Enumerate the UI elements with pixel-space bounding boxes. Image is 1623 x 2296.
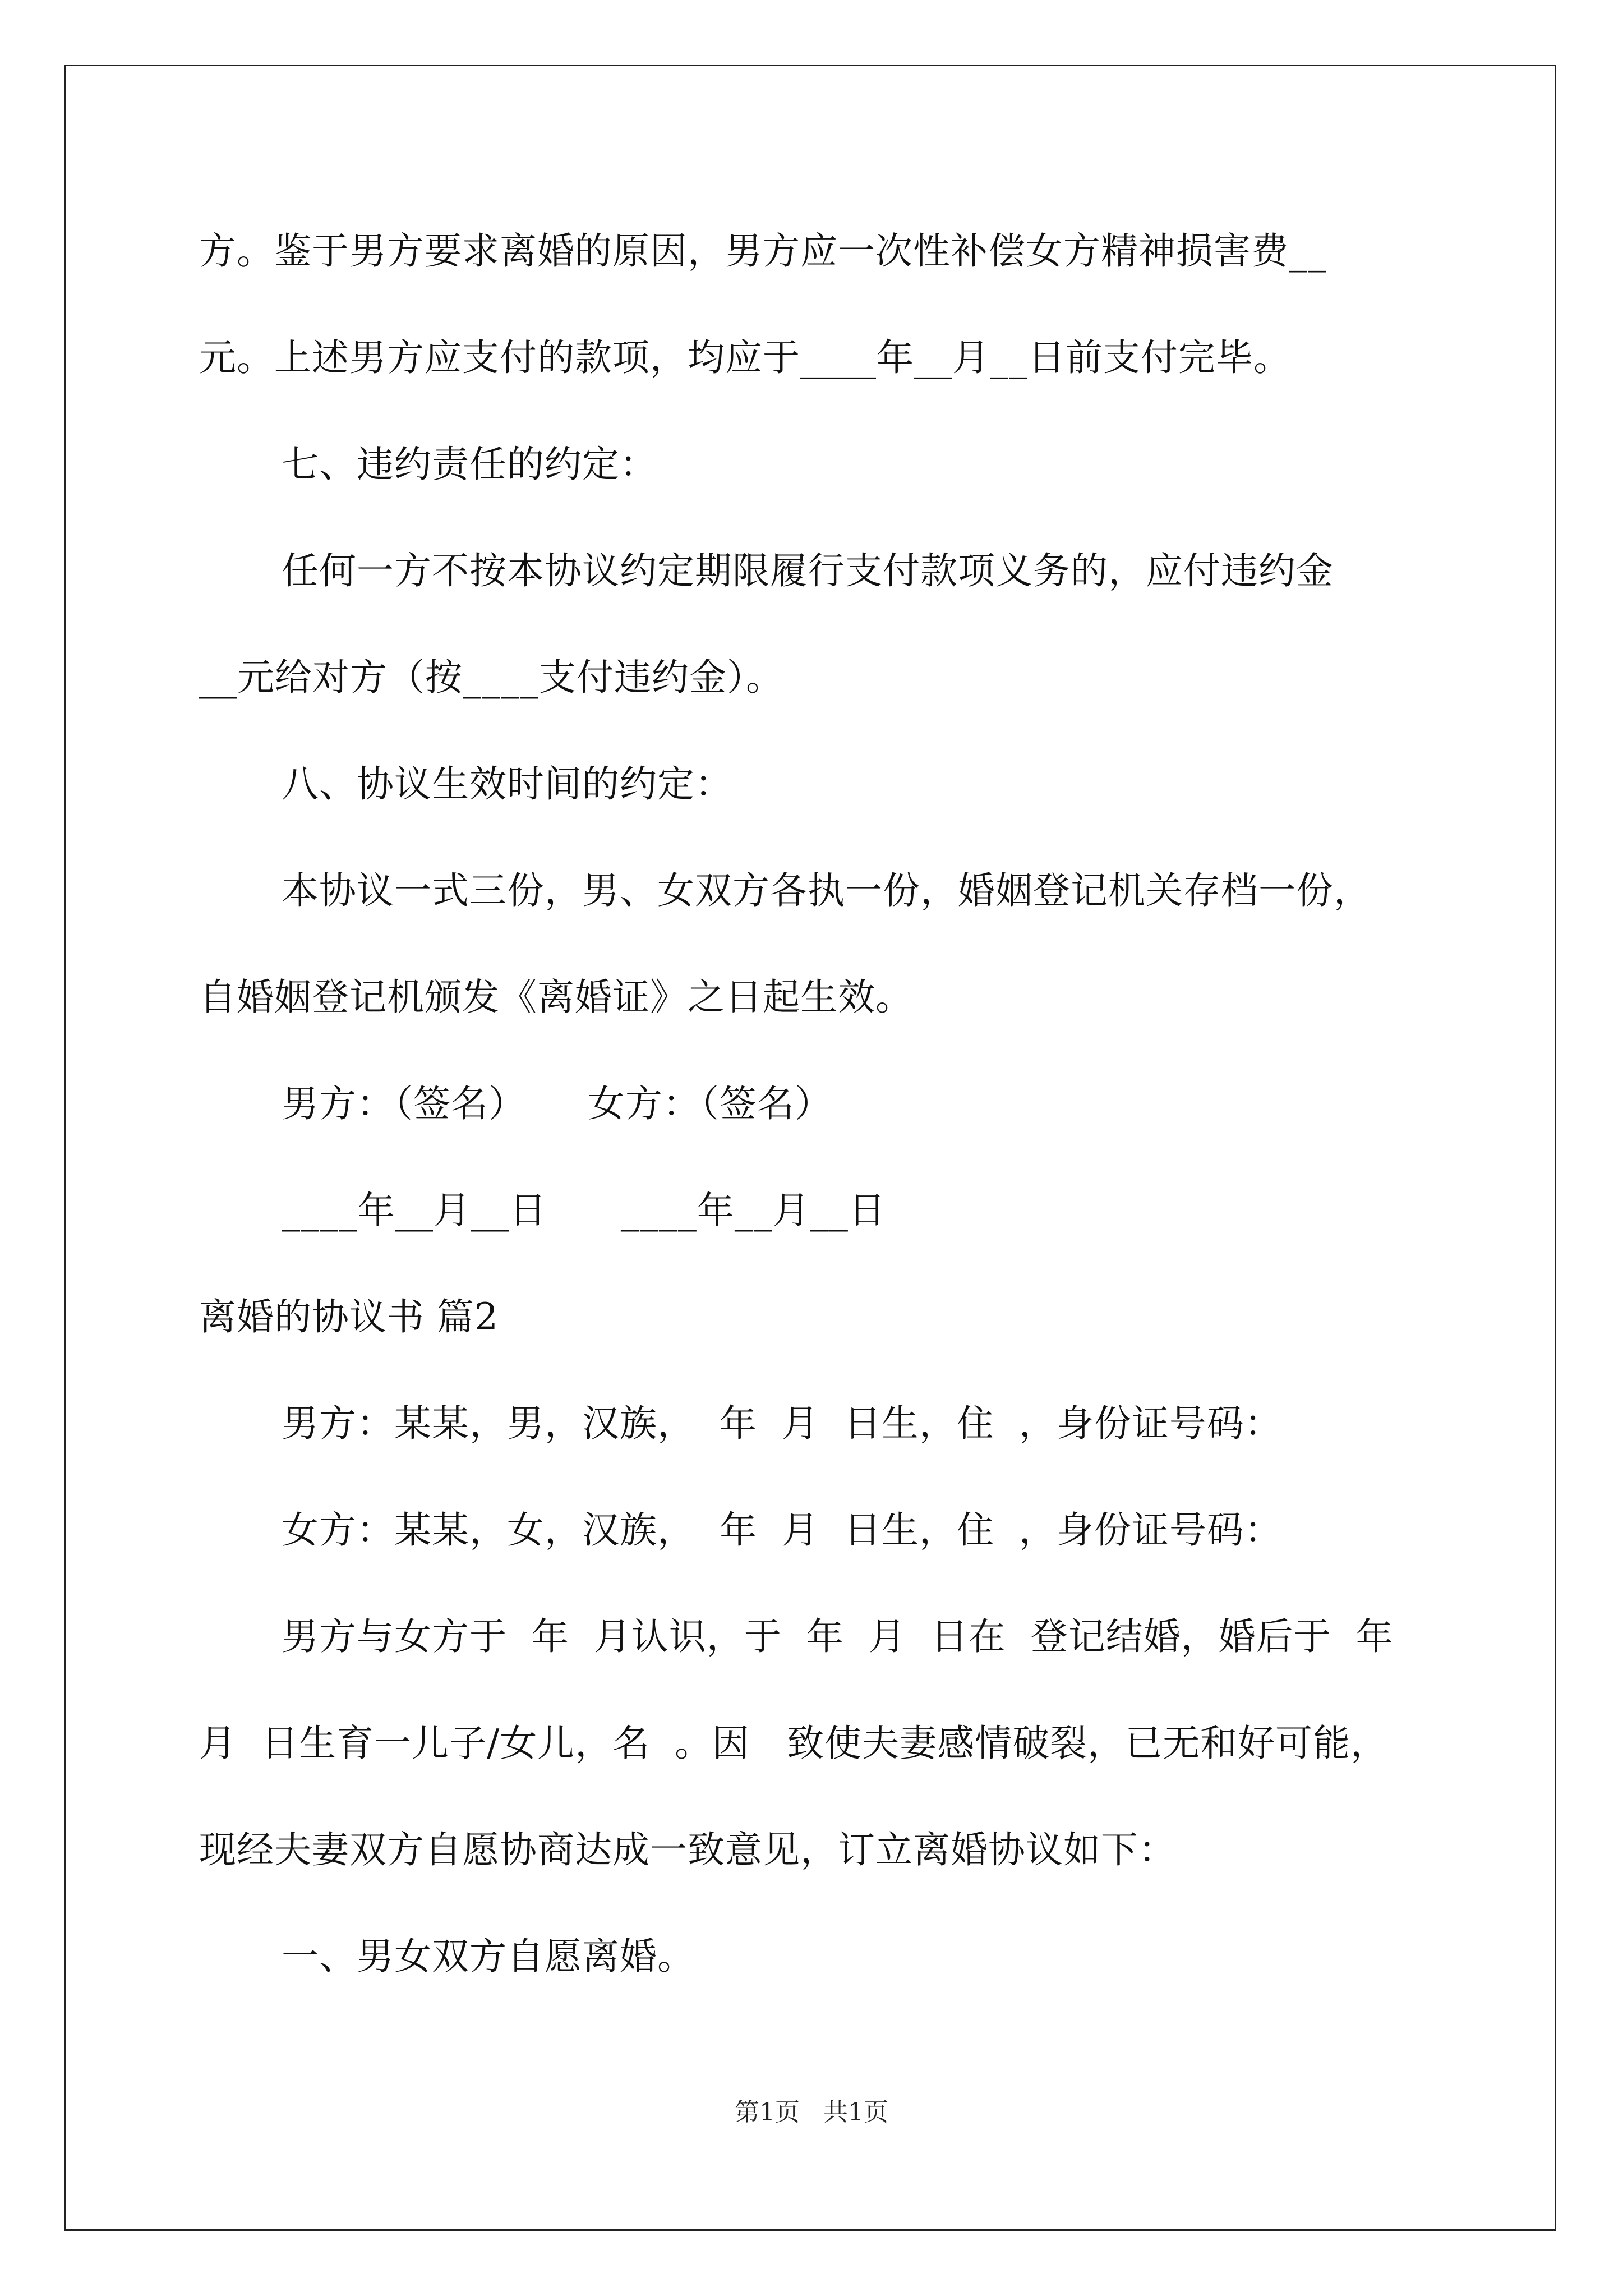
signature-line: 男方：（签名） 女方：（签名） — [282, 1082, 832, 1125]
text-line-marriage-history: 男方与女方于 年 月认识，于 年 月 日在 登记结婚，婚后于 年 — [282, 1615, 1394, 1658]
text-line-breach-clause: 任何一方不按本协议约定期限履行支付款项义务的，应付违约金 — [282, 549, 1334, 592]
text-line-copies: 本协议一式三份，男、女双方各执一份，婚姻登记机关存档一份， — [282, 869, 1371, 912]
text-line-payment-deadline: 元。上述男方应支付的款项，均应于____年__月__日前支付完毕。 — [199, 336, 1291, 379]
text-line-agreement-intro: 现经夫妻双方自愿协商达成一致意见，订立离婚协议如下： — [199, 1828, 1176, 1871]
party-male-line: 男方：某某，男，汉族， 年 月 日生，住 ，身份证号码： — [282, 1402, 1282, 1445]
page-border — [64, 65, 1556, 2231]
text-line-compensation: 方。鉴于男方要求离婚的原因，男方应一次性补偿女方精神损害费__ — [199, 229, 1327, 273]
page-footer: 第1页 共1页 — [735, 2098, 888, 2127]
party-female-line: 女方：某某，女，汉族， 年 月 日生，住 ，身份证号码： — [282, 1508, 1282, 1552]
section-heading-effective: 八、协议生效时间的约定： — [282, 762, 732, 806]
section-heading-breach: 七、违约责任的约定： — [282, 443, 657, 486]
signature-date-line: ____年__月__日 ____年__月__日 — [282, 1189, 886, 1232]
document-title-part2: 离婚的协议书 篇2 — [199, 1295, 499, 1338]
text-line-effective-date: 自婚姻登记机颁发《离婚证》之日起生效。 — [199, 976, 913, 1019]
clause-one-line: 一、男女双方自愿离婚。 — [282, 1935, 695, 1978]
text-line-child: 月 日生育一儿子/女儿，名 。因 致使夫妻感情破裂，已无和好可能， — [199, 1722, 1389, 1765]
text-line-breach-amount: __元给对方（按____支付违约金）。 — [199, 656, 783, 699]
